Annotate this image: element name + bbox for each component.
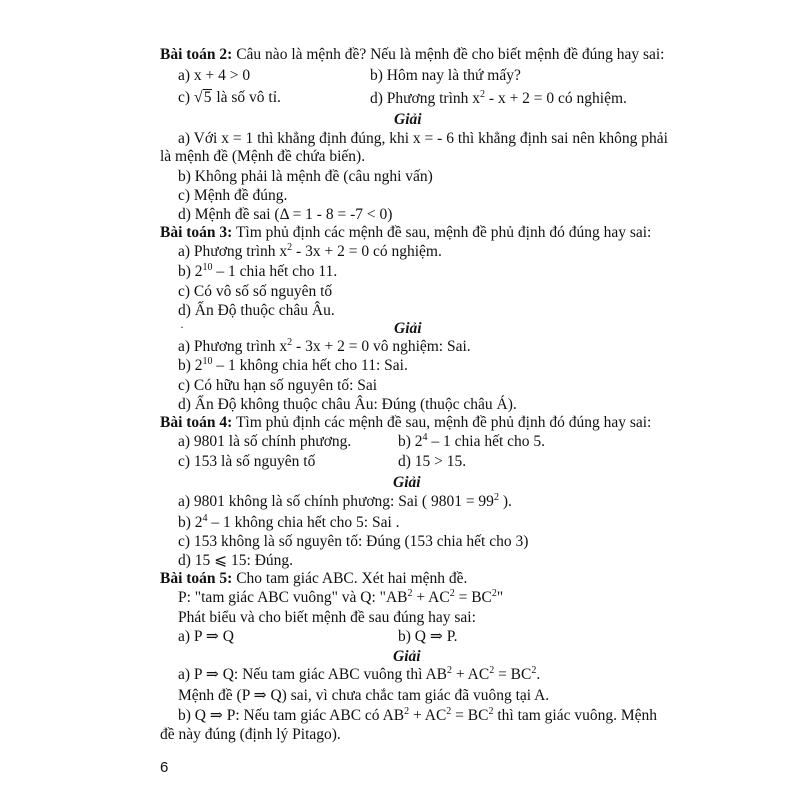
b2-d-sup: 2: [480, 88, 486, 100]
b5-p-sup2: 2: [449, 587, 455, 599]
b3-solution-line-2: [178, 357, 408, 375]
b4-option-c: c) 153 là số nguyên tố: [178, 453, 316, 470]
b4-s1-post: ).: [498, 493, 512, 510]
b2-option-c: [178, 89, 281, 107]
b5-s1-sup2: 2: [489, 664, 495, 676]
b4-s2-pre: b) 2: [178, 514, 203, 531]
b4-prompt: Tìm phủ định các mệnh đề sau, mệnh đề phủ định đó đúng hay sai:: [232, 414, 652, 431]
b3-giai-heading: Giải: [394, 320, 422, 337]
b2-prompt: Câu nào là mệnh đề? Nếu là mệnh đề cho biết mệnh đề đúng hay sai:: [232, 46, 665, 63]
b3-s2-sup: 10: [202, 355, 213, 367]
b5-option-b: b) Q ⇒ P.: [398, 628, 458, 645]
sqrt-icon: √: [193, 89, 203, 106]
b4-option-d: d) 15 > 15.: [398, 453, 467, 470]
b2-solution-line-3: b) Không phải là mệnh đề (câu nghi vấn): [178, 168, 433, 185]
b3-title: Bài toán 3:: [160, 224, 233, 241]
b3-s2-pre: b) 2: [178, 357, 203, 374]
b5-s1-mid2: = BC: [494, 666, 532, 683]
b4-solution-line-2: [178, 514, 400, 532]
b4-heading: [160, 414, 651, 432]
b5-p-pre: P: "tam giác ABC vuông" và Q: "AB: [178, 589, 408, 606]
b2-heading: [160, 46, 665, 64]
b5-s3-sup3: 2: [488, 705, 494, 717]
b5-s3-sup1: 2: [404, 705, 410, 717]
b5-prompt: Cho tam giác ABC. Xét hai mệnh đề.: [232, 570, 468, 587]
b4-giai-heading: Giải: [393, 474, 421, 491]
b4-title: Bài toán 4:: [160, 414, 233, 431]
b5-solution-line-1: [178, 666, 540, 684]
b2-d-pre: d) Phương trình x: [370, 90, 481, 107]
b5-title: Bài toán 5:: [160, 570, 233, 587]
b3-option-b: [178, 263, 337, 281]
b4-s2-post: – 1 không chia hết cho 5: Sai .: [207, 514, 400, 531]
b5-s1-post: .: [536, 666, 541, 683]
b4-s2-sup: 4: [202, 512, 208, 524]
b2-c-pre: c): [178, 89, 194, 106]
b5-heading: [160, 570, 467, 588]
b3-b-pre: b) 2: [178, 263, 203, 280]
b3-solution-line-4: d) Ấn Độ không thuộc châu Âu: Đúng (thuộc châu Á).: [178, 396, 517, 413]
b4-solution-line-4: d) 15 ⩽ 15: Đúng.: [178, 552, 294, 569]
b2-c-root: 5: [203, 89, 212, 106]
b5-s1-sup3: 2: [531, 664, 537, 676]
b5-s1-mid: + AC: [452, 666, 490, 683]
b2-option-d: [370, 90, 627, 108]
b2-giai-heading: Giải: [394, 111, 422, 128]
b3-a-pre: a) Phương trình x: [178, 243, 288, 260]
b4-b-post: – 1 chia hết cho 5.: [427, 433, 546, 450]
b3-solution-line-1: [178, 338, 471, 356]
b4-b-pre: b) 2: [398, 433, 423, 450]
b3-stray-dot: ·: [180, 320, 184, 334]
b3-s1-sup: 2: [287, 336, 293, 348]
b2-solution-line-5: d) Mệnh đề sai (Δ = 1 - 8 = -7 < 0): [178, 206, 393, 223]
b3-option-c: c) Có vô số số nguyên tố: [178, 283, 333, 300]
b5-giai-heading: Giải: [393, 648, 421, 665]
b5-p-mid2: = BC: [454, 589, 492, 606]
b3-heading: [160, 224, 651, 242]
b3-solution-line-3: c) Có hữu hạn số nguyên tố: Sai: [178, 377, 378, 394]
b2-title: Bài toán 2:: [160, 46, 233, 63]
b4-s1-pre: a) 9801 không là số chính phương: Sai ( 9801 = 99: [178, 493, 494, 510]
b4-option-a: a) 9801 là số chính phương.: [178, 433, 352, 450]
b2-solution-line-2: là mệnh đề (Mệnh đề chứa biến).: [160, 148, 366, 165]
b2-option-b: b) Hôm nay là thứ mấy?: [370, 67, 521, 84]
b4-b-sup: 4: [422, 431, 428, 443]
b4-solution-line-1: [178, 493, 512, 511]
page-number: 6: [160, 759, 169, 776]
b3-a-post: - 3x + 2 = 0 có nghiệm.: [292, 243, 442, 260]
b2-option-a: a) x + 4 > 0: [178, 67, 251, 84]
b5-s1-sup1: 2: [447, 664, 453, 676]
b5-solution-line-2: Mệnh đề (P ⇒ Q) sai, vì chưa chắc tam giác đã vuông tại A.: [178, 687, 550, 704]
b2-solution-line-4: c) Mệnh đề đúng.: [178, 187, 288, 204]
b5-propositions: [178, 589, 503, 607]
b5-option-a: a) P ⇒ Q: [178, 628, 234, 645]
b3-prompt: Tìm phủ định các mệnh đề sau, mệnh đề phủ định đó đúng hay sai:: [232, 224, 652, 241]
b3-b-sup: 10: [202, 261, 213, 273]
b5-p-mid: + AC: [412, 589, 450, 606]
b5-s1-pre: a) P ⇒ Q: Nếu tam giác ABC vuông thì AB: [178, 666, 448, 683]
b4-solution-line-3: c) 153 không là số nguyên tố: Đúng (153 chia hết cho 3): [178, 533, 529, 550]
b5-p-post: ": [496, 589, 504, 606]
b2-d-post: - x + 2 = 0 có nghiệm.: [485, 90, 627, 107]
b3-b-post: – 1 chia hết cho 11.: [212, 263, 338, 280]
b5-p-sup1: 2: [407, 587, 413, 599]
b5-p-sup3: 2: [491, 587, 497, 599]
b5-s3-mid2: = BC: [451, 707, 489, 724]
b2-solution-line-1: a) Với x = 1 thì khẳng định đúng, khi x = - 6 thì khẳng định sai nên không phải: [178, 130, 668, 147]
b3-a-sup: 2: [287, 241, 293, 253]
b5-solution-line-3: [178, 707, 657, 725]
b3-option-d: d) Ấn Độ thuộc châu Âu.: [178, 302, 335, 319]
b3-option-a: [178, 243, 442, 261]
b5-s3-sup2: 2: [446, 705, 452, 717]
b3-s2-post: – 1 không chia hết cho 11: Sai.: [212, 357, 408, 374]
b4-option-b: [398, 433, 545, 451]
b4-s1-sup: 2: [493, 491, 499, 503]
b2-c-post: là số vô tỉ.: [212, 89, 281, 106]
b3-s1-pre: a) Phương trình x: [178, 338, 288, 355]
b5-s3-post: thì tam giác vuông. Mệnh: [493, 707, 658, 724]
b5-s3-mid: + AC: [409, 707, 447, 724]
b5-ask: Phát biểu và cho biết mệnh đề sau đúng hay sai:: [178, 609, 476, 626]
b3-s1-post: - 3x + 2 = 0 vô nghiệm: Sai.: [292, 338, 471, 355]
b5-solution-line-4: đề này đúng (định lý Pitago).: [160, 726, 341, 743]
b5-s3-pre: b) Q ⇒ P: Nếu tam giác ABC có AB: [178, 707, 405, 724]
